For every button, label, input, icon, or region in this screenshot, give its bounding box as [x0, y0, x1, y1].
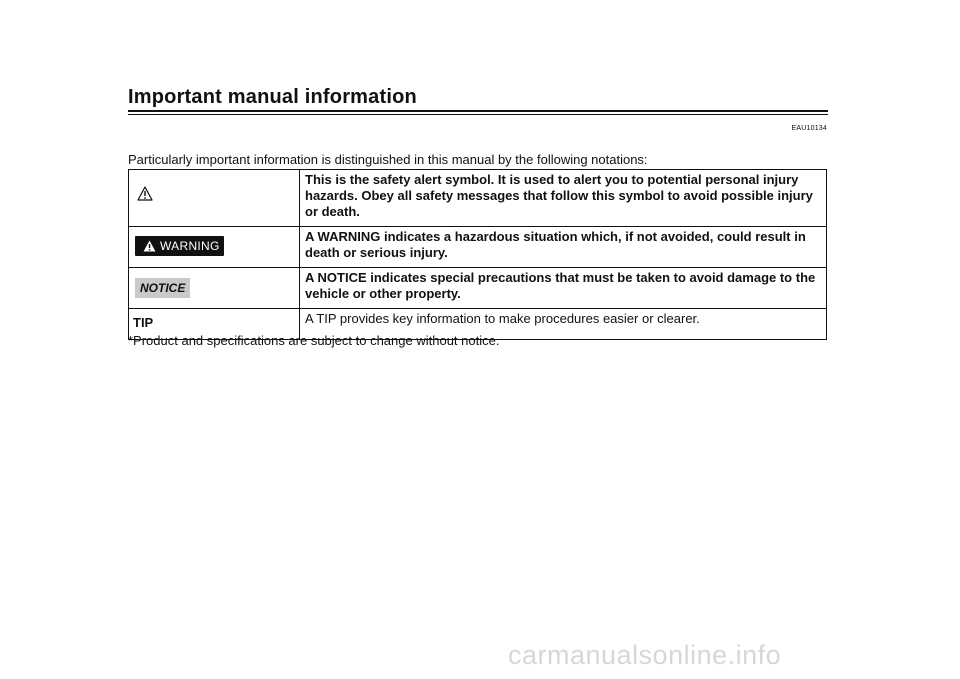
warning-label: WARNING — [160, 239, 220, 253]
intro-text: Particularly important information is distinguished in this manual by the following notations: — [128, 152, 648, 167]
notation-description: This is the safety alert symbol. It is used to alert you to potential personal injury hazards. Obey all safety messages that follow this symbol to avoid possible injury or death. — [300, 170, 827, 227]
document-code: EAU10134 — [791, 125, 827, 132]
watermark: carmanualsonline.info — [508, 640, 782, 670]
title-rule-thin — [128, 114, 828, 115]
notation-table — [128, 169, 827, 340]
notation-description: A TIP provides key information to make procedures easier or clearer. — [300, 309, 827, 340]
notation-row-safety-alert — [129, 170, 827, 227]
title-rule — [128, 110, 828, 112]
tip-label: TIP — [133, 315, 154, 330]
footnote: *Product and specifications are subject to change without notice. — [128, 333, 500, 348]
notation-symbol-cell — [129, 268, 300, 309]
page-title: Important manual information — [128, 86, 417, 108]
notation-symbol-cell — [129, 170, 300, 227]
notation-row-notice — [129, 268, 827, 309]
notice-badge: NOTICE — [135, 278, 190, 298]
notation-description: A WARNING indicates a hazardous situation which, if not avoided, could result in death or serious injury. — [300, 227, 827, 268]
notation-symbol-cell — [129, 227, 300, 268]
notation-description: A NOTICE indicates special precautions that must be taken to avoid damage to the vehicle or other property. — [300, 268, 827, 309]
warning-triangle-icon — [143, 240, 156, 252]
notation-row-warning — [129, 227, 827, 268]
safety-alert-icon — [137, 186, 153, 205]
warning-badge — [135, 236, 224, 256]
